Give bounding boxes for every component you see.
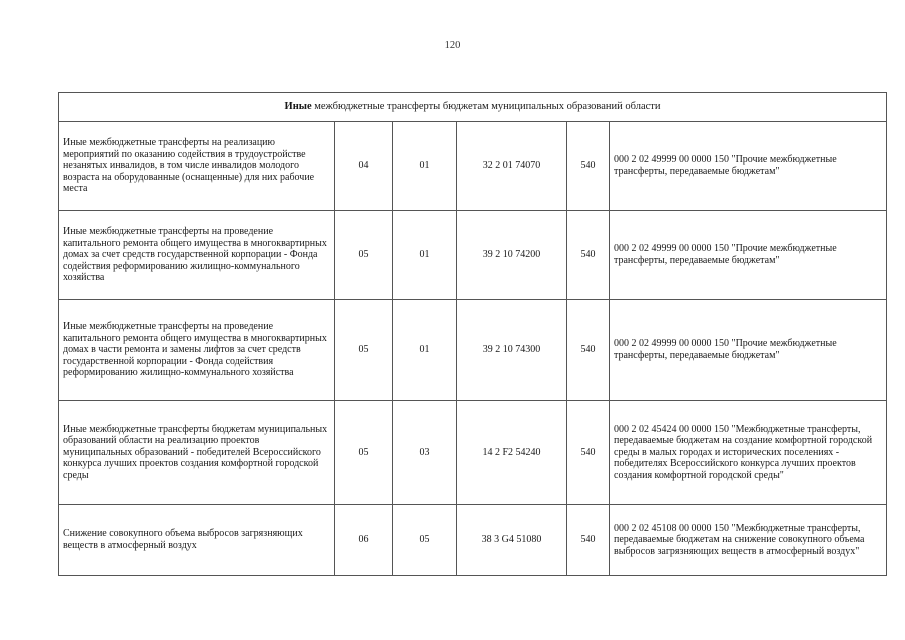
row-description: Иные межбюджетные трансферты на проведение капитального ремонта общего имущества в многоквартирных домах в части ремонта и замены лифтов за счет средств государственной корпорации - Фонда содействия реформированию жилищно-коммунального хозяйства (59, 300, 335, 401)
section-header-text: межбюджетные трансферты бюджетам муниципальных образований области (311, 101, 661, 113)
row-subsection: 01 (393, 211, 457, 300)
row-expense-type: 540 (567, 300, 610, 401)
row-subsection: 01 (393, 122, 457, 211)
row-revenue-code: 000 2 02 45108 00 0000 150 "Межбюджетные трансферты, передаваемые бюджетам на снижение совокупного объема выбросов загрязняющих веществ в атмосферный воздух" (610, 505, 887, 576)
row-description: Иные межбюджетные трансферты на реализацию мероприятий по оказанию содействия в трудоустройстве незанятых инвалидов, в том числе инвалидов молодого возраста на оборудованные (оснащенные) для них рабочие места (59, 122, 335, 211)
row-revenue-code: 000 2 02 45424 00 0000 150 "Межбюджетные трансферты, передаваемые бюджетам на создание комфортной городской среды в малых городах и исторических поселениях - победителях Всероссийского конкурса лучших проектов создания комфортной городской среды" (610, 401, 887, 505)
row-expense-type: 540 (567, 211, 610, 300)
row-expense-type: 540 (567, 122, 610, 211)
row-revenue-code: 000 2 02 49999 00 0000 150 "Прочие межбюджетные трансферты, передаваемые бюджетам" (610, 122, 887, 211)
row-target-article: 38 3 G4 51080 (457, 505, 567, 576)
section-header (59, 93, 887, 122)
row-target-article: 14 2 F2 54240 (457, 401, 567, 505)
section-header-bold: Иные (284, 101, 312, 113)
table-row (59, 211, 887, 300)
table-row (59, 505, 887, 576)
row-subsection: 01 (393, 300, 457, 401)
row-section: 05 (335, 211, 393, 300)
table-row (59, 122, 887, 211)
row-subsection: 03 (393, 401, 457, 505)
row-revenue-code: 000 2 02 49999 00 0000 150 "Прочие межбюджетные трансферты, передаваемые бюджетам" (610, 211, 887, 300)
row-description: Иные межбюджетные трансферты на проведение капитального ремонта общего имущества в многоквартирных домах за счет средств государственной корпорации - Фонда содействия реформированию жилищно-коммунального хозяйства (59, 211, 335, 300)
row-section: 05 (335, 300, 393, 401)
table-row (59, 300, 887, 401)
row-description: Иные межбюджетные трансферты бюджетам муниципальных образований области на реализацию проектов муниципальных образований - победителей Всероссийского конкурса лучших проектов создания комфортной городской среды (59, 401, 335, 505)
page-number: 120 (444, 40, 461, 51)
row-expense-type: 540 (567, 505, 610, 576)
row-target-article: 39 2 10 74300 (457, 300, 567, 401)
table-header-row (59, 93, 887, 122)
table-row (59, 401, 887, 505)
row-subsection: 05 (393, 505, 457, 576)
row-description: Снижение совокупного объема выбросов загрязняющих веществ в атмосферный воздух (59, 505, 335, 576)
row-section: 04 (335, 122, 393, 211)
row-section: 05 (335, 401, 393, 505)
row-target-article: 39 2 10 74200 (457, 211, 567, 300)
row-expense-type: 540 (567, 401, 610, 505)
transfers-table (58, 92, 887, 576)
row-revenue-code: 000 2 02 49999 00 0000 150 "Прочие межбюджетные трансферты, передаваемые бюджетам" (610, 300, 887, 401)
row-target-article: 32 2 01 74070 (457, 122, 567, 211)
row-section: 06 (335, 505, 393, 576)
